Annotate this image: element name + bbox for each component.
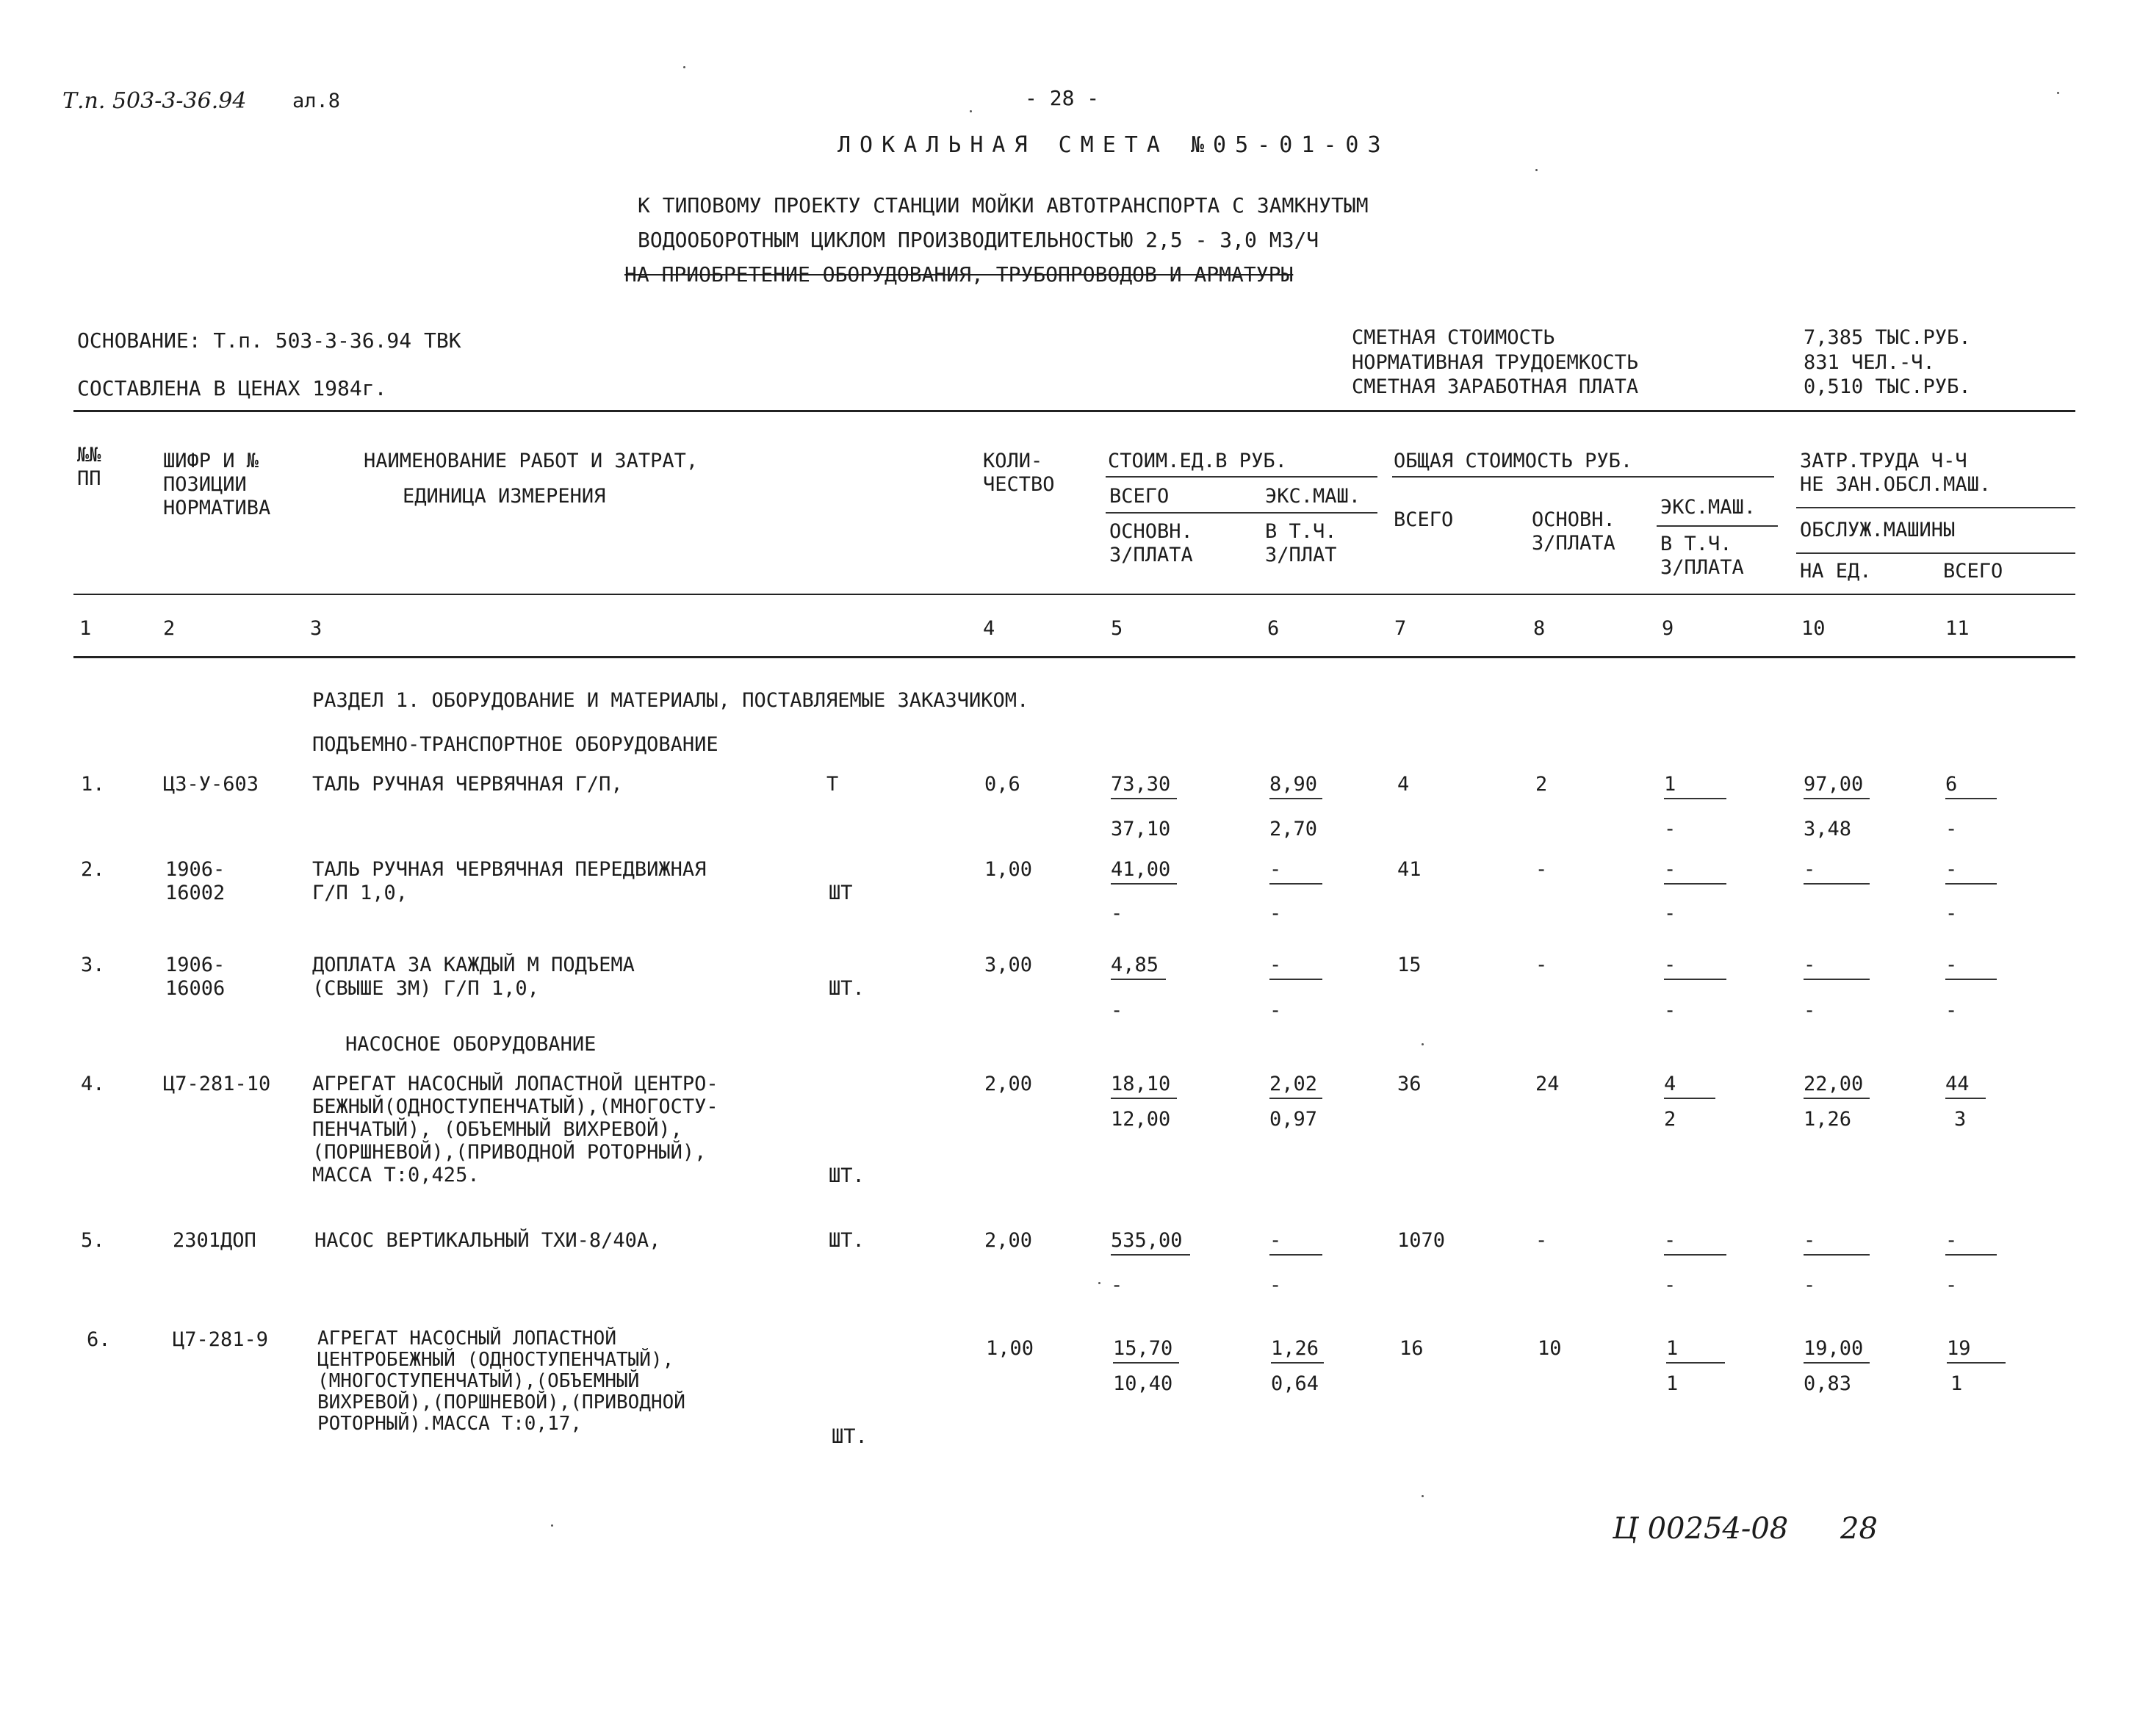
section-title: РАЗДЕЛ 1. ОБОРУДОВАНИЕ И МАТЕРИАЛЫ, ПОСТАВЛЯЕМЫЕ ЗАКАЗЧИКОМ.	[312, 689, 1029, 712]
col-group-total-cost: ОБЩАЯ СТОИМОСТЬ РУБ.	[1394, 450, 1633, 472]
row-unit-machine: 8,90	[1269, 773, 1322, 799]
row-quantity: 2,00	[984, 1229, 1033, 1252]
row-unit-machine: -	[1269, 1229, 1322, 1256]
prices-line: СОСТАВЛЕНА В ЦЕНАХ 1984г.	[77, 376, 387, 400]
col-group-unit-cost: СТОИМ.ЕД.В РУБ.	[1108, 450, 1287, 472]
row-total-wage: 2	[1535, 773, 1548, 796]
group-heading-pumps: НАСОСНОЕ ОБОРУДОВАНИЕ	[345, 1033, 597, 1056]
group-heading-lifting: ПОДЪЕМНО-ТРАНСПОРТНОЕ ОБОРУДОВАНИЕ	[312, 733, 718, 756]
handwritten-page-number: 28	[1840, 1512, 1878, 1546]
row-name: ДОПЛАТА ЗА КАЖДЫЙ М ПОДЪЕМА (СВЫШЕ 3М) Г/П 1,0,	[312, 954, 635, 1000]
scan-speck	[1422, 1495, 1424, 1497]
row-code: Ц7-281-10	[163, 1073, 271, 1095]
row-unit-machine: 1,26	[1271, 1337, 1324, 1364]
row-unit-wage: -	[1111, 999, 1123, 1022]
row-unit-wage: -	[1111, 902, 1123, 925]
subtitle-line-1: К ТИПОВОМУ ПРОЕКТУ СТАНЦИИ МОЙКИ АВТОТРАНСПОРТА С ЗАМКНУТЫМ	[638, 193, 1369, 217]
scan-speck	[1422, 1043, 1424, 1045]
scan-speck	[1098, 1282, 1100, 1284]
row-name: ТАЛЬ РУЧНАЯ ЧЕРВЯЧНАЯ ПЕРЕДВИЖНАЯ Г/П 1,0,	[312, 858, 707, 904]
row-unit: Т	[826, 773, 839, 796]
estimated-cost-value: 7,385 ТЫС.РУБ.	[1804, 326, 1971, 349]
row-labor-total: 19	[1947, 1337, 2006, 1364]
col-group-labor: ЗАТР.ТРУДА Ч-Ч НЕ ЗАН.ОБСЛ.МАШ.	[1800, 450, 1992, 496]
row-quantity: 1,00	[986, 1337, 1034, 1360]
col-header-number: №№ ПП	[77, 444, 101, 490]
row-labor-per-unit: -	[1804, 858, 1870, 885]
row-labor-total-machine: -	[1945, 1274, 1958, 1297]
row-total-machine-wage: 2	[1664, 1108, 1676, 1131]
col-header-name: НАИМЕНОВАНИЕ РАБОТ И ЗАТРАТ,	[364, 450, 699, 472]
col-number-4: 4	[983, 617, 995, 640]
row-unit-machine-wage: 0,97	[1269, 1108, 1318, 1131]
scan-speck	[1535, 169, 1538, 171]
row-unit-machine: -	[1269, 954, 1322, 980]
row-unit-wage: 10,40	[1113, 1372, 1173, 1395]
row-unit-total: 535,00	[1111, 1229, 1190, 1256]
row-labor-total: -	[1945, 1229, 1997, 1256]
scan-speck	[970, 110, 972, 112]
row-labor-total-machine: -	[1945, 902, 1958, 925]
row-unit-wage: -	[1111, 1274, 1123, 1297]
row-name: ТАЛЬ РУЧНАЯ ЧЕРВЯЧНАЯ Г/П,	[312, 773, 623, 796]
row-code: Ц3-У-603	[163, 773, 259, 796]
row-total: 1070	[1397, 1229, 1446, 1252]
row-total-machine: 1	[1666, 1337, 1725, 1364]
row-total-machine-wage: -	[1664, 818, 1676, 840]
row-total-machine-wage: 1	[1666, 1372, 1679, 1395]
scan-speck	[683, 66, 685, 68]
row-unit: ШТ.	[829, 1164, 865, 1187]
row-total-wage: 10	[1538, 1337, 1562, 1360]
labor-intensity-value: 831 ЧЕЛ.-Ч.	[1804, 351, 1935, 374]
row-code: 1906- 16006	[165, 954, 226, 1000]
row-total-machine-wage: -	[1664, 902, 1676, 925]
body-top-rule	[73, 656, 2075, 658]
row-number: 3.	[81, 954, 105, 976]
row-total-machine: -	[1664, 1229, 1726, 1256]
row-unit-machine-wage: -	[1269, 999, 1282, 1022]
table-top-rule	[73, 410, 2075, 412]
row-total-machine: -	[1664, 954, 1726, 980]
row-quantity: 1,00	[984, 858, 1033, 881]
col-number-11: 11	[1945, 617, 1970, 640]
archive-stamp: Ц 00254-08	[1613, 1512, 1789, 1546]
col-header-unit-machine: ЭКС.МАШ.	[1265, 485, 1361, 508]
col-header-labor-sub: ОБСЛУЖ.МАШИНЫ	[1800, 519, 1956, 541]
row-name: НАСОС ВЕРТИКАЛЬНЫЙ ТХИ-8/40А,	[314, 1229, 661, 1252]
row-unit-machine-wage: 2,70	[1269, 818, 1318, 840]
row-labor-total-machine: -	[1945, 818, 1958, 840]
col-header-labor-per-unit: НА ЕД.	[1800, 560, 1872, 583]
row-unit-total: 41,00	[1111, 858, 1177, 885]
col-number-6: 6	[1267, 617, 1280, 640]
col-header-total-machine-wage: В Т.Ч. З/ПЛАТА	[1660, 533, 1744, 579]
col-number-10: 10	[1801, 617, 1826, 640]
row-labor-per-unit-machine: 0,83	[1804, 1372, 1852, 1395]
row-labor-per-unit-machine: 3,48	[1804, 818, 1852, 840]
row-unit-machine: 2,02	[1269, 1073, 1322, 1099]
row-labor-total: -	[1945, 858, 1997, 885]
row-number: 4.	[81, 1073, 105, 1095]
row-total-machine: 1	[1664, 773, 1726, 799]
subtitle-line-2: ВОДООБОРОТНЫМ ЦИКЛОМ ПРОИЗВОДИТЕЛЬНОСТЬЮ 2,5 - 3,0 М3/Ч	[638, 228, 1319, 252]
row-labor-total-machine: -	[1945, 999, 1958, 1022]
row-total-machine: -	[1664, 858, 1726, 885]
basis-line: ОСНОВАНИЕ: Т.п. 503-3-36.94 ТВК	[77, 328, 461, 353]
document-reference: Т.п. 503-3-36.94	[62, 88, 247, 114]
page-title: ЛОКАЛЬНАЯ СМЕТА №05-01-03	[837, 132, 1390, 158]
col-header-unit-wage: ОСНОВН. З/ПЛАТА	[1109, 520, 1193, 566]
col-header-labor-total: ВСЕГО	[1943, 560, 2003, 583]
col-number-8: 8	[1533, 617, 1546, 640]
album-number: ал.8	[292, 90, 341, 112]
row-unit-wage: 37,10	[1111, 818, 1171, 840]
scan-speck	[2057, 92, 2059, 94]
row-number: 1.	[81, 773, 105, 796]
row-quantity: 3,00	[984, 954, 1033, 976]
row-unit-total: 18,10	[1111, 1073, 1177, 1099]
row-labor-total: -	[1945, 954, 1997, 980]
row-labor-total: 6	[1945, 773, 1997, 799]
row-labor-per-unit: -	[1804, 1229, 1870, 1256]
col-header-unit-machine-wage: В Т.Ч. З/ПЛАТ	[1265, 520, 1337, 566]
row-total-machine: 4	[1664, 1073, 1715, 1099]
row-labor-total-machine: 3	[1954, 1108, 1967, 1131]
row-code: 2301ДОП	[173, 1229, 256, 1252]
row-name: АГРЕГАТ НАСОСНЫЙ ЛОПАСТНОЙ ЦЕНТРО- БЕЖНЫЙ(ОДНОСТУПЕНЧАТЫЙ),(МНОГОСТУ- ПЕНЧАТЫЙ), (ОБЪЕМНЫЙ ВИХРЕВОЙ), (ПОРШНЕВОЙ),(ПРИВОДНОЙ РОТОРНЫЙ), МАССА Т:0,425.	[312, 1073, 718, 1186]
row-total: 36	[1397, 1073, 1422, 1095]
header-rule	[73, 594, 2075, 595]
row-unit-total: 73,30	[1111, 773, 1177, 799]
row-unit: ШТ.	[829, 1229, 865, 1252]
row-unit: ШТ	[829, 882, 853, 904]
row-unit-machine-wage: 0,64	[1271, 1372, 1319, 1395]
col-number-9: 9	[1662, 617, 1674, 640]
row-number: 5.	[81, 1229, 105, 1252]
col-header-unit: ЕДИНИЦА ИЗМЕРЕНИЯ	[403, 485, 606, 508]
col-header-total-wage: ОСНОВН. З/ПЛАТА	[1532, 508, 1615, 555]
col-header-code: ШИФР И № ПОЗИЦИИ НОРМАТИВА	[163, 450, 271, 519]
row-total: 41	[1397, 858, 1422, 881]
col-header-total-machine: ЭКС.МАШ.	[1660, 496, 1757, 519]
row-labor-total: 44	[1945, 1073, 1986, 1099]
row-quantity: 2,00	[984, 1073, 1033, 1095]
col-number-2: 2	[163, 617, 176, 640]
row-labor-per-unit: -	[1804, 954, 1870, 980]
row-total: 16	[1399, 1337, 1424, 1360]
row-number: 2.	[81, 858, 105, 881]
row-unit: ШТ.	[832, 1425, 868, 1448]
row-labor-per-unit: 22,00	[1804, 1073, 1870, 1099]
row-unit-machine: -	[1269, 858, 1322, 885]
row-labor-per-unit-machine: -	[1804, 1274, 1816, 1297]
row-unit-machine-wage: -	[1269, 1274, 1282, 1297]
col-header-unit-total: ВСЕГО	[1109, 485, 1170, 508]
estimated-wage-value: 0,510 ТЫС.РУБ.	[1804, 375, 1971, 398]
row-unit-total: 15,70	[1113, 1337, 1179, 1364]
row-total-wage: 24	[1535, 1073, 1560, 1095]
page-number: - 28 -	[1025, 86, 1100, 110]
row-total-machine-wage: -	[1664, 999, 1676, 1022]
row-total: 4	[1397, 773, 1410, 796]
col-header-total: ВСЕГО	[1394, 508, 1454, 531]
estimated-wage-label: СМЕТНАЯ ЗАРАБОТНАЯ ПЛАТА	[1352, 375, 1639, 398]
row-name: АГРЕГАТ НАСОСНЫЙ ЛОПАСТНОЙ ЦЕНТРОБЕЖНЫЙ (ОДНОСТУПЕНЧАТЫЙ), (МНОГОСТУПЕНЧАТЫЙ),(ОБЪЕМНЫЙ ВИХРЕВОЙ),(ПОРШНЕВОЙ),(ПРИВОДНОЙ РОТОРНЫЙ).МАССА Т:0,17,	[317, 1328, 685, 1435]
col-number-5: 5	[1111, 617, 1123, 640]
row-quantity: 0,6	[984, 773, 1020, 796]
labor-intensity-label: НОРМАТИВНАЯ ТРУДОЕМКОСТЬ	[1352, 351, 1639, 374]
row-unit-machine-wage: -	[1269, 902, 1282, 925]
subtitle-line-3: НА ПРИОБРЕТЕНИЕ ОБОРУДОВАНИЯ, ТРУБОПРОВОДОВ И АРМАТУРЫ	[624, 262, 1294, 287]
col-number-3: 3	[310, 617, 323, 640]
row-labor-total-machine: 1	[1950, 1372, 1963, 1395]
row-number: 6.	[87, 1328, 111, 1351]
row-total-machine-wage: -	[1664, 1274, 1676, 1297]
row-labor-per-unit: 97,00	[1804, 773, 1870, 799]
row-total-wage: -	[1535, 954, 1548, 976]
row-unit-total: 4,85	[1111, 954, 1166, 980]
row-unit-wage: 12,00	[1111, 1108, 1171, 1131]
row-labor-per-unit: 19,00	[1804, 1337, 1870, 1364]
row-total-wage: -	[1535, 858, 1548, 881]
row-code: Ц7-281-9	[173, 1328, 269, 1351]
row-total-wage: -	[1535, 1229, 1548, 1252]
col-number-1: 1	[79, 617, 92, 640]
estimated-cost-label: СМЕТНАЯ СТОИМОСТЬ	[1352, 326, 1555, 349]
row-total: 15	[1397, 954, 1422, 976]
col-header-quantity: КОЛИ- ЧЕСТВО	[983, 450, 1055, 496]
row-code: 1906- 16002	[165, 858, 226, 904]
row-labor-per-unit-machine: 1,26	[1804, 1108, 1852, 1131]
col-number-7: 7	[1394, 617, 1407, 640]
row-unit: ШТ.	[829, 977, 865, 1000]
scan-speck	[551, 1524, 553, 1527]
row-labor-per-unit-machine: -	[1804, 999, 1816, 1022]
